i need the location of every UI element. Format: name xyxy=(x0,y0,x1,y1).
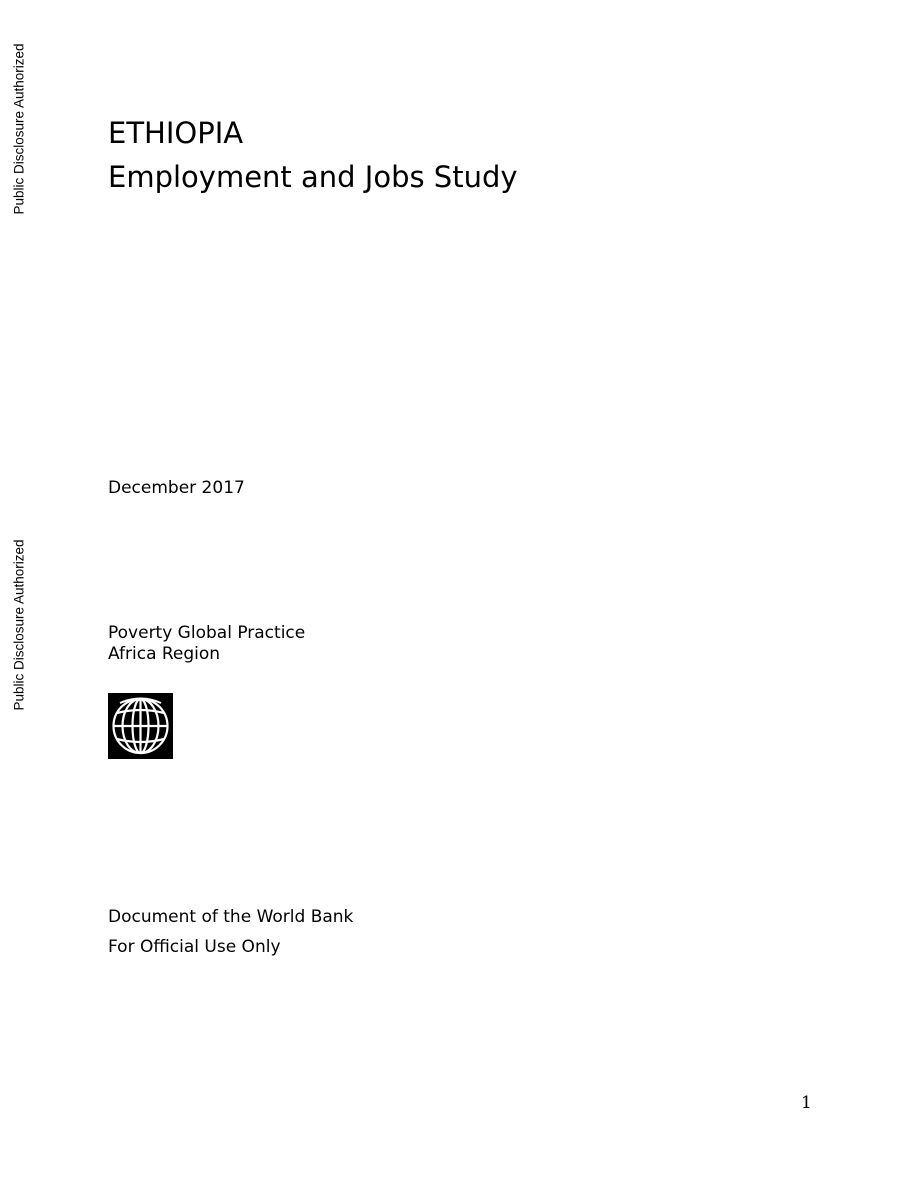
cover-usage-note: For Official Use Only xyxy=(108,937,281,957)
cover-country-title: ETHIOPIA xyxy=(108,116,244,150)
page-number: 1 xyxy=(801,1093,812,1113)
cover-date: December 2017 xyxy=(108,478,245,498)
cover-practice: Poverty Global Practice xyxy=(108,623,306,643)
cover-document-owner: Document of the World Bank xyxy=(108,907,354,927)
disclosure-stamp-top-text: Public Disclosure Authorized xyxy=(11,43,27,215)
world-bank-globe-icon xyxy=(108,693,173,759)
cover-study-title: Employment and Jobs Study xyxy=(108,160,518,194)
disclosure-stamp-bottom-text: Public Disclosure Authorized xyxy=(11,539,27,711)
cover-region: Africa Region xyxy=(108,644,221,664)
